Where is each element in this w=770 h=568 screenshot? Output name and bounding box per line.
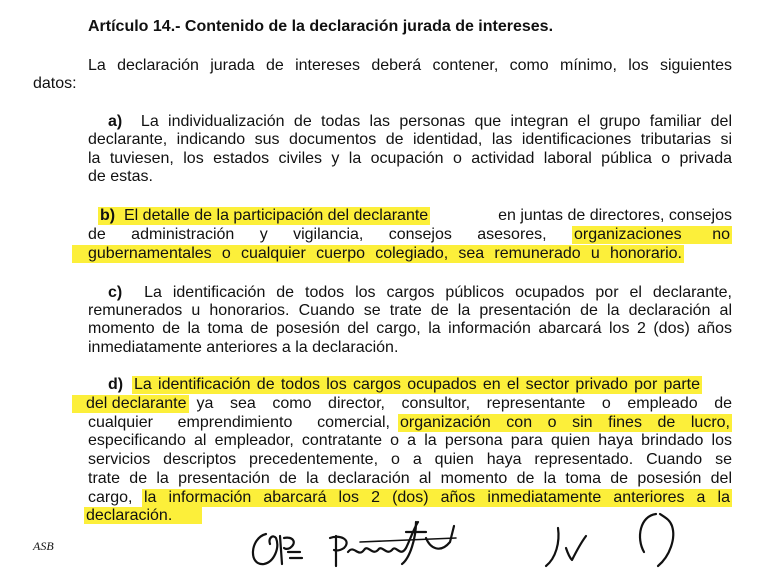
item-c-label: c): [108, 284, 123, 301]
item-b-highlight-1: [98, 207, 430, 225]
item-b-line-3: [72, 245, 684, 263]
item-d-label: d): [108, 376, 124, 393]
item-b-word: vigilancia,: [293, 226, 364, 243]
item-c-text-1: La identificación de todos los cargos públicos ocupados por el declarante,: [144, 284, 733, 301]
item-b-hl-text-3: gubernamentales o cualquier cuerpo colegiado, sea remunerado u honorario.: [72, 245, 684, 263]
article-title: Artículo 14.- Contenido de la declaración jurada de intereses.: [88, 18, 554, 35]
signature-stroke: [402, 522, 454, 564]
item-b-word: consejos: [388, 226, 452, 243]
signature-stroke: [546, 528, 559, 566]
item-b-word: asesores,: [477, 226, 547, 243]
item-d-line-6: trate de la presentación de la declaración al momento de la toma de posesión del: [88, 470, 732, 487]
intro-line-2: datos:: [33, 75, 77, 92]
item-b-hl-text-2: organizaciones no: [574, 226, 730, 243]
item-a-label: a): [108, 113, 123, 130]
intro-line-1: La declaración jurada de intereses deberá contener, como mínimo, los siguientes: [88, 57, 732, 74]
initials-mark: ASB: [33, 539, 54, 553]
item-a-line-2: declarante, indicando sus documentos de identidad, las identificaciones tributarias si: [88, 131, 732, 148]
signature-stroke: [280, 536, 302, 564]
item-b-hl-text-1: El detalle de la participación del declarante: [124, 207, 429, 224]
item-d-line-5: servicios descriptos precedentemente, o a quien haya representado. Cuando se: [88, 451, 732, 468]
item-b-label: b): [100, 207, 116, 224]
item-a-line-1: [108, 113, 732, 131]
signature-stroke: [253, 534, 277, 564]
item-d-hl-text-2: del declarante: [72, 395, 189, 413]
item-d-line-8: [84, 507, 202, 525]
item-b-line-2: [88, 226, 732, 244]
signature-stroke: [348, 522, 418, 553]
item-c-line-2: remunerados u honorarios. Cuando se trate de la presentación de la declaración al: [88, 302, 732, 319]
item-a-line-4: de estas.: [88, 168, 153, 185]
item-d-line-1: [108, 376, 702, 394]
item-d-hl-text-7: la información abarcará los 2 (dos) años inmediatamente anteriores a la: [144, 489, 730, 506]
signature-stroke: [640, 514, 673, 566]
item-b-line-1: [98, 207, 732, 225]
item-b-word: administración: [131, 226, 235, 243]
item-d-hl-text-1: La identificación de todos los cargos ocupados en el sector privado por parte: [134, 376, 700, 393]
item-c-line-3: momento de la toma de posesión del cargo, la información abarcará los 2 (dos) años: [88, 320, 732, 337]
item-a-text-1: La individualización de todas las personas que integran el grupo familiar del: [140, 113, 732, 130]
item-b-word: de: [88, 226, 106, 243]
item-c-line-4: inmediatamente anteriores a la declaración.: [88, 339, 399, 356]
item-d-line-4: especificando al empleador, contratante o a la persona para quien haya brindado los: [88, 432, 732, 449]
item-d-line-2: [72, 395, 732, 413]
item-d-line-3: [88, 414, 732, 432]
item-d-text-2: ya sea como director, consultor, representante o empleado de: [196, 395, 732, 412]
signature-stroke: [566, 536, 586, 560]
item-b-word: y: [259, 226, 268, 243]
item-b-text-1: en juntas de directores, consejos: [498, 207, 732, 224]
item-a-line-3: la tuviesen, los estados civiles y la ocupación o actividad laboral pública o privada: [88, 150, 732, 167]
signatures-image: [240, 508, 700, 568]
signature-stroke: [330, 536, 347, 566]
item-d-line-7: [88, 489, 732, 507]
item-d-text-3: cualquier emprendimiento comercial,: [88, 414, 390, 431]
item-d-text-7: cargo,: [88, 489, 133, 506]
item-c-line-1: [108, 284, 732, 302]
item-d-hl-text-8: declaración.: [84, 507, 202, 524]
item-d-hl-text-3: organización con o sin fines de lucro,: [400, 414, 730, 431]
